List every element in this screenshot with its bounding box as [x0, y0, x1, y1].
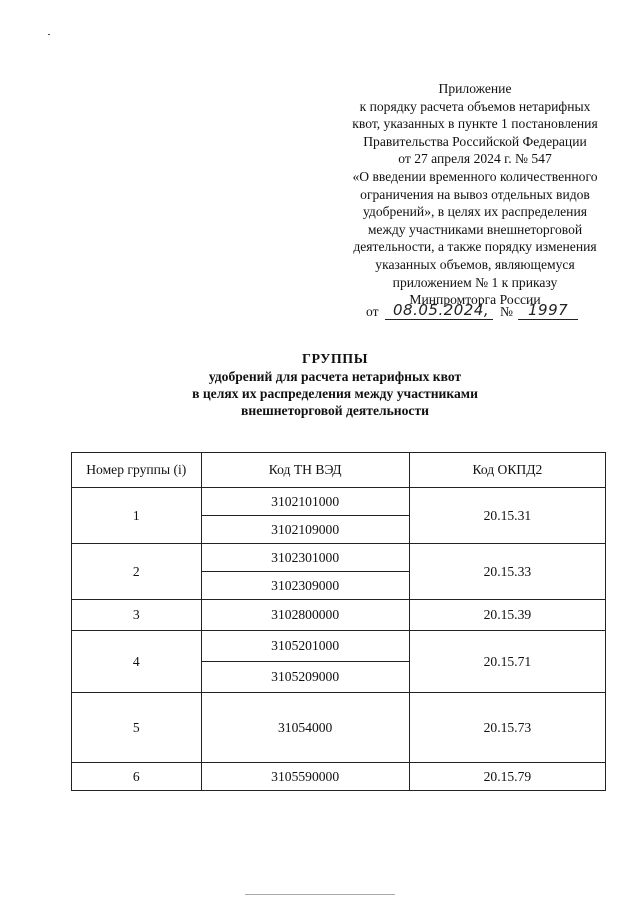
title-main: ГРУППЫ — [302, 352, 368, 367]
table-header-row — [72, 453, 606, 488]
tnved-code-cell: 31054000 — [201, 693, 409, 763]
number-underline — [518, 301, 578, 320]
appendix-line: указанных объемов, являющемуся — [375, 256, 575, 272]
okpd2-code-cell: 20.15.39 — [409, 600, 605, 631]
header-okpd2-code: Код ОКПД2 — [409, 453, 605, 488]
group-number-cell: 5 — [72, 693, 202, 763]
tnved-code-cell: 3105590000 — [201, 763, 409, 791]
groups-table — [71, 452, 606, 791]
table-row — [72, 488, 606, 516]
table-row — [72, 544, 606, 572]
appendix-line: Приложение — [438, 81, 512, 96]
appendix-line: удобрений», в целях их распределения — [362, 204, 587, 220]
table-row — [72, 763, 606, 791]
appendix-line: ограничения на вывоз отдельных видов — [360, 186, 590, 202]
appendix-line: от 27 апреля 2024 г. № 547 — [398, 151, 552, 167]
appendix-header — [330, 80, 620, 309]
document-title — [150, 351, 520, 419]
appendix-line: Минпромторга России — [409, 292, 541, 308]
date-underline — [385, 301, 493, 320]
table-row — [72, 600, 606, 631]
title-line: внешнеторговой деятельности — [241, 403, 429, 418]
group-number-cell: 6 — [72, 763, 202, 791]
okpd2-code-cell: 20.15.33 — [409, 544, 605, 600]
group-number-cell: 3 — [72, 600, 202, 631]
tnved-code-cell: 3102109000 — [201, 516, 409, 544]
appendix-line: приложением № 1 к приказу — [392, 274, 558, 290]
tnved-code-cell: 3102301000 — [201, 544, 409, 572]
appendix-line: квот, указанных в пункте 1 постановления — [352, 116, 598, 132]
appendix-line: Правительства Российской Федерации — [363, 133, 587, 149]
group-number-cell: 4 — [72, 631, 202, 693]
header-tnved-code: Код ТН ВЭД — [201, 453, 409, 488]
tnved-code-cell: 3102800000 — [201, 600, 409, 631]
title-line: в целях их распределения между участниками — [192, 386, 478, 401]
appendix-line: «О введении временного количественного — [352, 168, 598, 184]
table-row — [72, 693, 606, 763]
okpd2-code-cell: 20.15.71 — [409, 631, 605, 693]
okpd2-code-cell: 20.15.31 — [409, 488, 605, 544]
okpd2-code-cell: 20.15.79 — [409, 763, 605, 791]
handwritten-number: 1997 — [528, 301, 569, 319]
scan-speck — [48, 34, 50, 35]
group-number-cell: 1 — [72, 488, 202, 544]
okpd2-code-cell: 20.15.73 — [409, 693, 605, 763]
tnved-code-cell: 3102309000 — [201, 572, 409, 600]
tnved-code-cell: 3102101000 — [201, 488, 409, 516]
handwritten-date: 08.05.2024, — [393, 301, 490, 319]
appendix-line: к порядку расчета объемов нетарифных — [359, 98, 591, 114]
scan-footer-mark — [245, 894, 395, 895]
header-group-number: Номер группы (i) — [72, 453, 202, 488]
tnved-code-cell: 3105209000 — [201, 662, 409, 693]
tnved-code-cell: 3105201000 — [201, 631, 409, 662]
table-row — [72, 631, 606, 662]
date-label: от — [366, 304, 379, 319]
appendix-line: деятельности, а также порядку изменения — [353, 239, 597, 255]
number-label: № — [500, 304, 513, 319]
appendix-line: между участниками внешнеторговой — [367, 221, 583, 237]
group-number-cell: 2 — [72, 544, 202, 600]
order-signature-line — [0, 301, 640, 323]
title-line: удобрений для расчета нетарифных квот — [208, 369, 462, 384]
